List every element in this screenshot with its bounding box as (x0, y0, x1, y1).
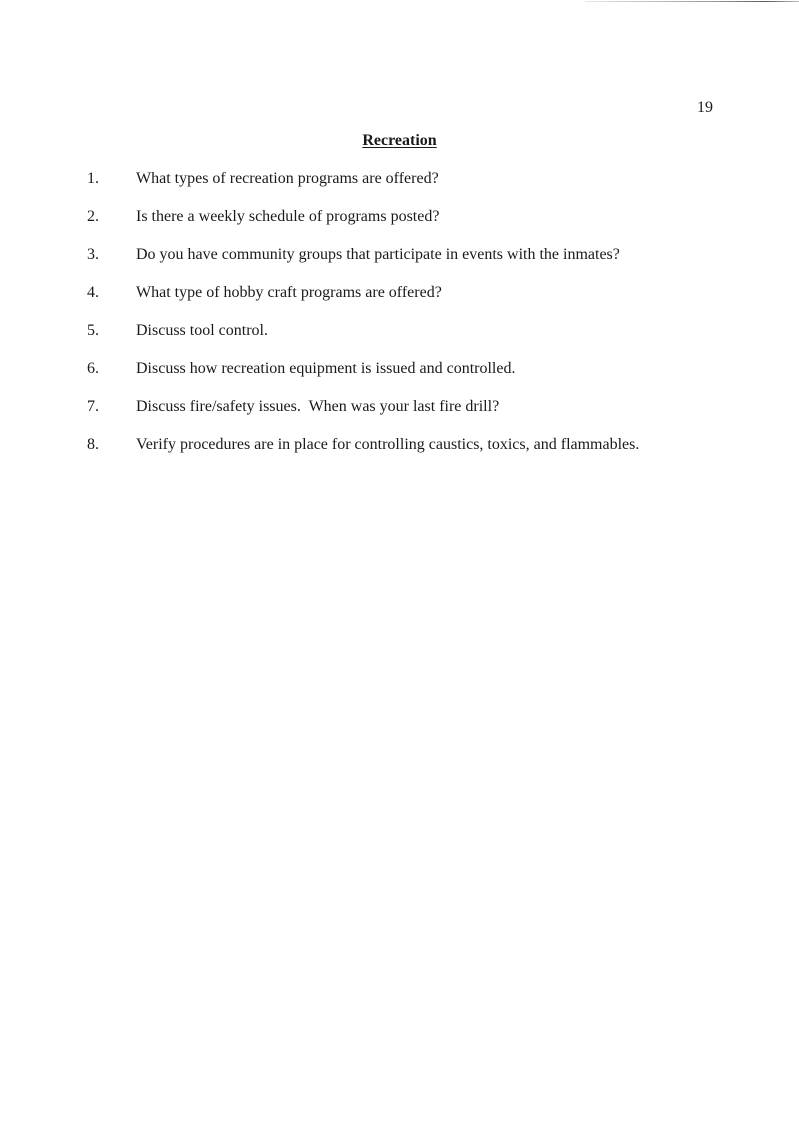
item-text: Discuss how recreation equipment is issued and controlled. (136, 360, 516, 377)
item-text: What types of recreation programs are offered? (136, 170, 439, 187)
item-text: Discuss tool control. (136, 322, 268, 339)
item-number: 2. (87, 208, 99, 225)
page-number: 19 (697, 99, 713, 116)
item-number: 3. (87, 246, 99, 263)
item-text: Discuss fire/safety issues. When was your last fire drill? (136, 398, 500, 415)
item-number: 8. (87, 436, 99, 453)
item-text: Is there a weekly schedule of programs posted? (136, 208, 440, 225)
item-number: 7. (87, 398, 99, 415)
item-text: What type of hobby craft programs are offered? (136, 284, 442, 301)
item-number: 5. (87, 322, 99, 339)
scan-edge-line (585, 1, 799, 2)
section-title (0, 132, 799, 150)
item-text: Do you have community groups that participate in events with the inmates? (136, 246, 620, 263)
item-text: Verify procedures are in place for controlling caustics, toxics, and flammables. (136, 436, 640, 453)
item-number: 6. (87, 360, 99, 377)
section-title-text: Recreation (362, 132, 437, 149)
item-number: 4. (87, 284, 99, 301)
item-number: 1. (87, 170, 99, 187)
